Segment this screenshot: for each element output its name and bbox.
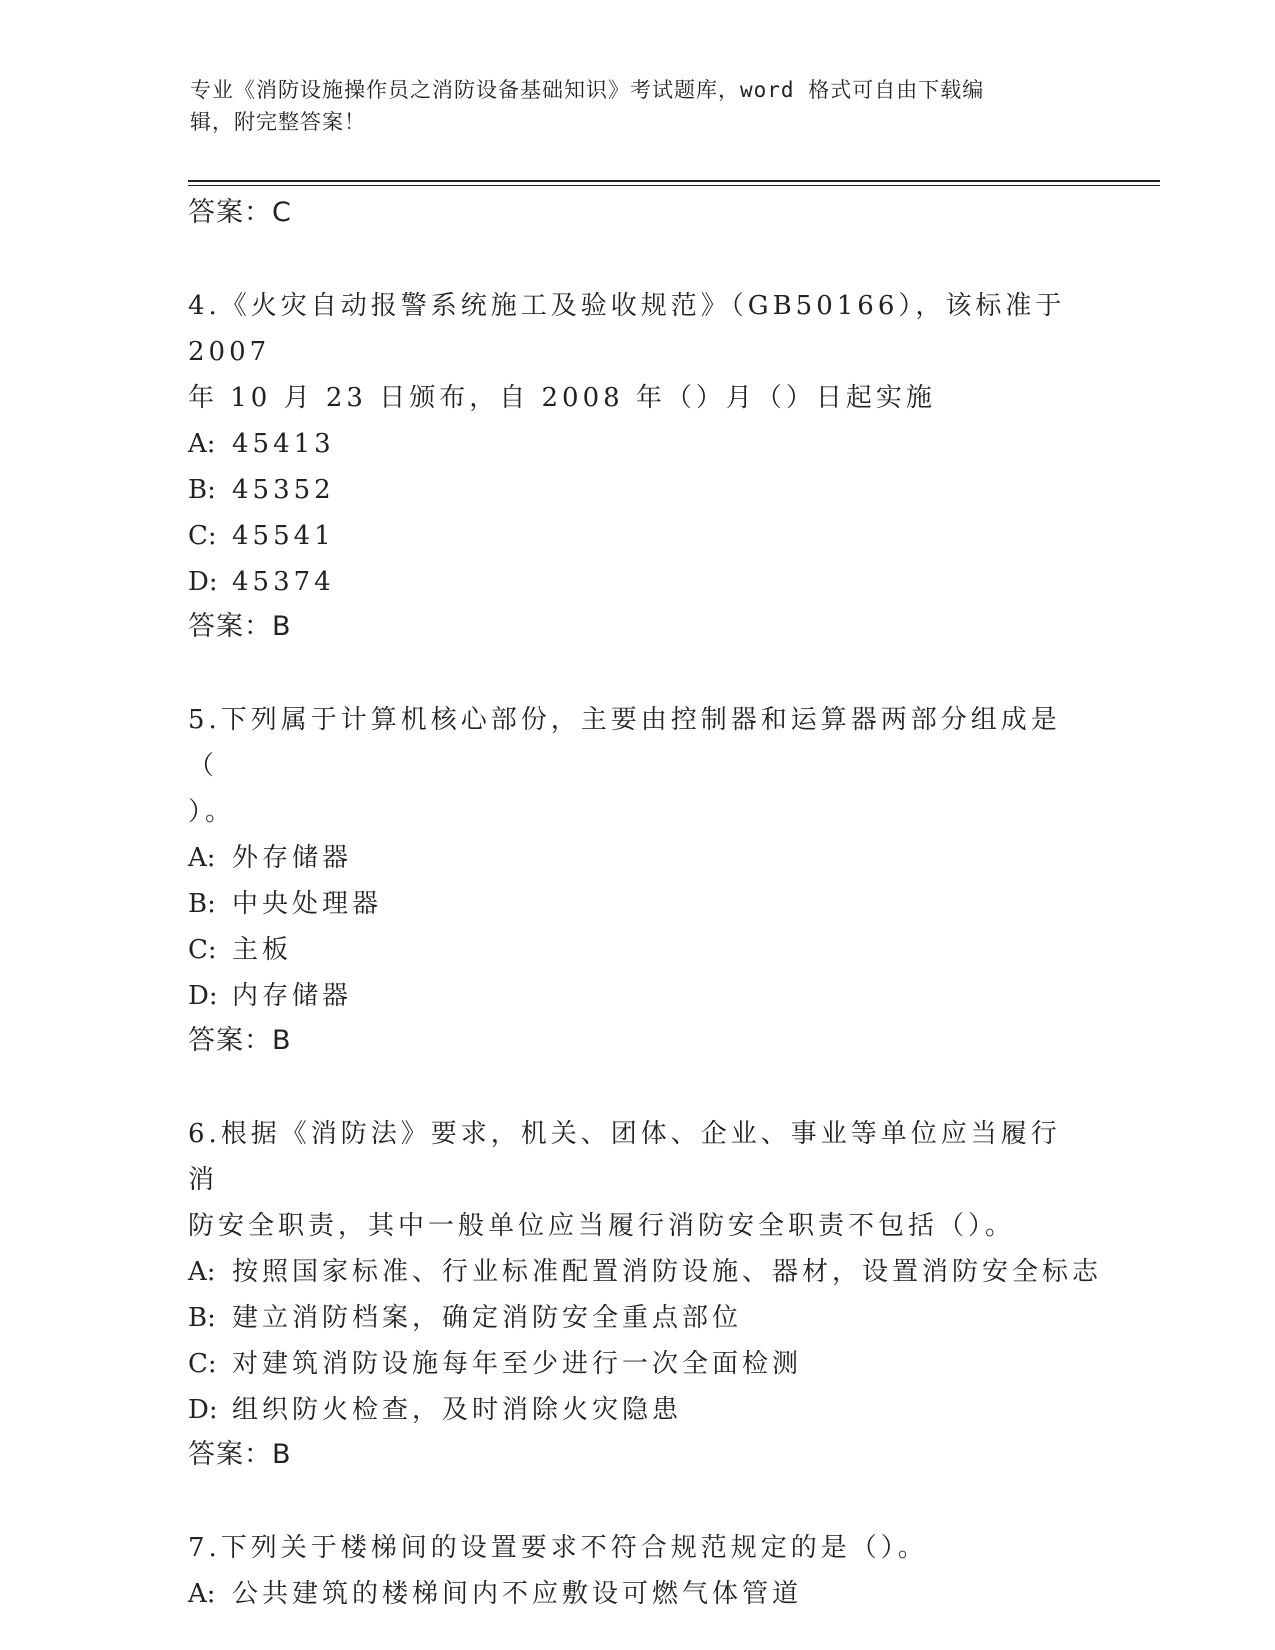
option-text: 45541	[232, 521, 335, 551]
spacer	[188, 1063, 1088, 1111]
option-text: 按照国家标准、行业标准配置消防设施、器材，设置消防安全标志	[232, 1257, 1103, 1287]
option-text: 中央处理器	[232, 889, 383, 919]
option-a	[188, 1571, 1088, 1617]
question-item	[188, 1525, 1088, 1617]
question-stem-line: 5.下列属于计算机核心部份，主要由控制器和运算器两部分组成是（	[188, 705, 1061, 781]
question-stem	[188, 1111, 1088, 1249]
header-divider-thick	[188, 180, 1160, 182]
answer-label: 答案：B	[188, 1439, 292, 1470]
option-letter: B:	[188, 889, 216, 919]
option-text: 外存储器	[232, 843, 353, 873]
question-item	[188, 1111, 1103, 1477]
option-a	[188, 421, 1088, 467]
spacer	[188, 649, 1088, 697]
option-c	[188, 1341, 1088, 1387]
option-text: 组织防火检查，及时消除火灾隐患	[232, 1395, 683, 1425]
option-letter: D:	[188, 567, 218, 597]
question-item	[188, 283, 1088, 649]
option-d	[188, 973, 1088, 1019]
option-a	[188, 1249, 1103, 1295]
question-stem-line: 6.根据《消防法》要求，机关、团体、企业、事业等单位应当履行消	[188, 1119, 1061, 1195]
document-header	[190, 74, 1070, 138]
answer-label: 答案：B	[188, 611, 292, 642]
option-text: 公共建筑的楼梯间内不应敷设可燃气体管道	[232, 1579, 803, 1609]
question-stem-line: 防安全职责，其中一般单位应当履行消防安全职责不包括（）。	[188, 1211, 1016, 1241]
option-d	[188, 559, 1088, 605]
option-b	[188, 1295, 1088, 1341]
option-c	[188, 927, 1088, 973]
header-line-2: 辑，附完整答案！	[190, 110, 366, 134]
header-divider-thin	[188, 185, 1160, 186]
question-list	[188, 191, 1103, 1617]
option-letter: C:	[188, 521, 217, 551]
spacer	[188, 1477, 1088, 1525]
option-d	[188, 1387, 1088, 1433]
question-stem	[188, 697, 1088, 835]
option-text: 内存储器	[232, 981, 353, 1011]
option-letter: C:	[188, 935, 217, 965]
question-stem-line: 7.下列关于楼梯间的设置要求不符合规范规定的是（）。	[188, 1533, 928, 1563]
option-letter: A:	[188, 1579, 216, 1609]
option-letter: C:	[188, 1349, 217, 1379]
question-stem	[188, 1525, 1088, 1571]
option-letter: A:	[188, 1257, 216, 1287]
answer-label: 答案：B	[188, 1025, 292, 1056]
option-letter: A:	[188, 429, 216, 459]
option-a	[188, 835, 1088, 881]
option-c	[188, 513, 1088, 559]
option-letter: D:	[188, 1395, 218, 1425]
question-stem-line: 年 10 月 23 日颁布，自 2008 年（）月（）日起实施	[188, 383, 936, 413]
option-letter: A:	[188, 843, 216, 873]
question-item	[188, 697, 1088, 1063]
option-letter: B:	[188, 475, 216, 505]
spacer	[188, 235, 1088, 283]
option-text: 45352	[232, 475, 335, 505]
header-line-1: 专业《消防设施操作员之消防设备基础知识》考试题库，word 格式可自由下载编	[190, 78, 985, 102]
option-text: 45374	[232, 567, 335, 597]
option-text: 45413	[232, 429, 335, 459]
answer-label: 答案：C	[188, 197, 292, 228]
option-letter: D:	[188, 981, 218, 1011]
question-stem	[188, 283, 1088, 421]
option-b	[188, 467, 1088, 513]
option-text: 对建筑消防设施每年至少进行一次全面检测	[232, 1349, 803, 1379]
question-stem-line: ）。	[188, 797, 236, 827]
option-text: 建立消防档案，确定消防安全重点部位	[232, 1303, 743, 1333]
question-stem-line: 4.《火灾自动报警系统施工及验收规范》（GB50166），该标准于 2007	[188, 291, 1066, 367]
option-letter: B:	[188, 1303, 216, 1333]
option-text: 主板	[232, 935, 293, 965]
option-b	[188, 881, 1088, 927]
